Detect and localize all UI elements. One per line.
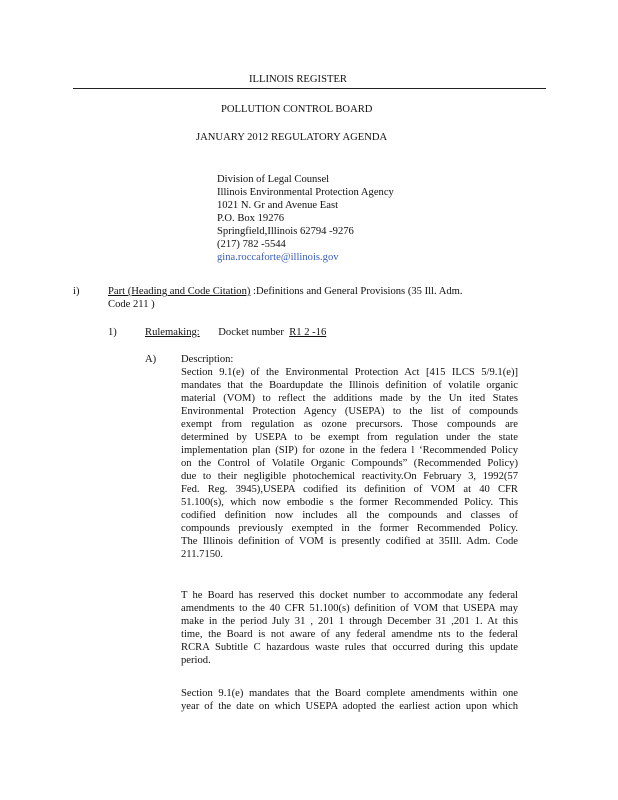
text-line: on the Control of Volatile Organic Compounds” (Recommended Policy) [181,458,518,469]
text-line: codified definition now includes all the compounds and classes of [181,510,518,521]
text-line: time, the Board is not aware of any federal amendme nts to the federal [181,629,518,640]
contact-email-link[interactable]: gina.roccaforte@illinois.gov [217,252,339,263]
text-line: exempt from regulation as ozone precursors. Those compounds are [181,419,518,430]
contact-block [217,173,394,264]
text-line: period. [181,655,211,666]
text-line: Environmental Protection Agency (USEPA) to the list of compounds [181,406,518,417]
heading-title: :Definitions and General Provisions (35 Ill. Adm. [250,286,463,297]
contact-line: P.O. Box 19276 [217,213,285,224]
text-line: implementation plan (SIP) for ozone in the federa l ‘Recommended Policy [181,445,518,456]
rulemaking-line [145,326,326,339]
text-line: amendments to the 40 CFR 51.100(s) definition of VOM that USEPA may [181,603,518,614]
text-line: T he Board has reserved this docket number to accommodate any federal [181,590,518,601]
description-paragraph-1 [181,366,518,561]
text-line: 211.7150. [181,549,223,560]
section-marker: i) [73,286,80,297]
agenda-title: JANUARY 2012 REGULATORY AGENDA [196,132,388,143]
register-title: ILLINOIS REGISTER [249,74,347,85]
description-title: Description: [181,354,234,365]
text-line: determined by USEPA to be exempt from regulation under the state [181,432,518,443]
text-line: Section 9.1(e) of the Environmental Protection Act [415 ILCS 5/9.1(e)] [181,367,518,378]
text-line: mandates that the Boardupdate the Illinois definition of volatile organic [181,380,518,391]
description-paragraph-3 [181,687,518,713]
text-line: The Illinois definition of VOM is presently codified at 35Ill. Adm. Code [181,536,518,547]
header-rule [73,88,546,89]
item-marker-a: A) [145,354,157,365]
contact-line: Division of Legal Counsel [217,174,330,185]
docket-text: Docket number [218,327,284,338]
text-line: year of the date on which USEPA adopted the earliest action upon which [181,701,518,712]
text-line: Fed. Reg. 3945),USEPA codified its definition of VOM at 40 CFR [181,484,518,495]
text-line: Section 9.1(e) mandates that the Board complete amendments within one [181,688,518,699]
board-title: POLLUTION CONTROL BOARD [221,104,373,115]
description-paragraph-2 [181,589,518,667]
heading-citation-link[interactable]: Part (Heading and Code Citation) [108,286,251,297]
contact-line: 1021 N. Gr and Avenue East [217,200,339,211]
contact-line: (217) 782 -5544 [217,239,286,250]
text-line: RCRA Subtitle C hazardous waste rules that occurred during this update [181,642,518,653]
contact-line: Illinois Environmental Protection Agency [217,187,394,198]
section-heading [108,285,463,298]
text-line: compounds previously exempted in the former Recommended Policy. [181,523,518,534]
section-heading-cont: Code 211 ) [108,299,155,310]
text-line: 51.100(s), which now embodie s the former Recommended Policy. This [181,497,518,508]
rulemaking-label: Rulemaking: [145,327,200,338]
item-marker-1: 1) [108,327,117,338]
text-line: make in the period July 31 , 201 1 through December 31 ,201 1. At this [181,616,518,627]
docket-number-link[interactable]: R1 2 -16 [289,327,327,338]
text-line: due to their negligible photochemical reactivity.On February 3, 1992(57 [181,471,518,482]
text-line: material (VOM) to reflect the additions made by the Un ited States [181,393,518,404]
contact-line: Springfield,Illinois 62794 -9276 [217,226,354,237]
